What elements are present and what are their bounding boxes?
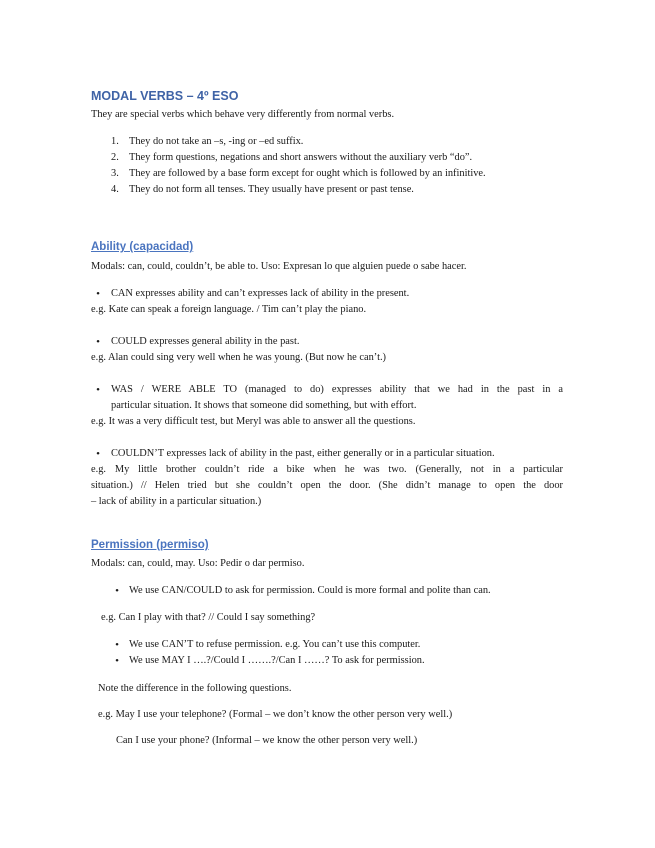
intro-text: They are special verbs which behave very differently from normal verbs.: [91, 109, 395, 120]
example-text: e.g. Alan could sing very well when he was young. (But now he can’t.): [91, 352, 387, 363]
bullet-icon: •: [115, 585, 119, 597]
rule-number: 3.: [111, 168, 119, 179]
page-title: MODAL VERBS – 4º ESO: [91, 89, 239, 103]
rule-number: 2.: [111, 152, 119, 163]
bullet-icon: •: [96, 288, 100, 300]
example-text: e.g. Kate can speak a foreign language. / Tim can’t play the piano.: [91, 304, 367, 315]
example-text: e.g. It was a very difficult test, but Meryl was able to answer all the questions.: [91, 416, 416, 427]
rule-text: They form questions, negations and short answers without the auxiliary verb “do”.: [129, 152, 473, 163]
example-text: Can I use your phone? (Informal – we know the other person very well.): [116, 735, 418, 746]
example-text: e.g. May I use your telephone? (Formal – we don’t know the other person very well.): [98, 709, 453, 720]
rule-number: 1.: [111, 136, 119, 147]
example-text: e.g. Can I play with that? // Could I say something?: [101, 612, 316, 623]
note-text: Note the difference in the following questions.: [98, 683, 292, 694]
bullet-icon: •: [96, 336, 100, 348]
ability-couldnt: COULDN’T expresses lack of ability in the past, either generally or in a particular situation.: [111, 448, 495, 459]
rule-number: 4.: [111, 184, 119, 195]
ability-was-able: WAS / WERE ABLE TO (managed to do) expresses ability that we had in the past in a: [111, 384, 563, 395]
permission-heading: Permission (permiso): [91, 539, 209, 551]
ability-can: CAN expresses ability and can’t expresses lack of ability in the present.: [111, 288, 410, 299]
example-text: situation.) // Helen tried but she couldn’t open the door. (She didn’t manage to open the door: [91, 480, 563, 491]
bullet-icon: •: [96, 448, 100, 460]
bullet-icon: •: [115, 655, 119, 667]
bullet-icon: •: [96, 384, 100, 396]
permission-may: We use MAY I ….?/Could I …….?/Can I ……? To ask for permission.: [129, 655, 425, 666]
rule-text: They do not take an –s, -ing or –ed suffix.: [129, 136, 304, 147]
ability-was-able-cont: particular situation. It shows that someone did something, but with effort.: [111, 400, 417, 411]
permission-can-could: We use CAN/COULD to ask for permission. Could is more formal and polite than can.: [129, 585, 491, 596]
ability-heading: Ability (capacidad): [91, 241, 194, 253]
rule-text: They are followed by a base form except for ought which is followed by an infinitive.: [129, 168, 486, 179]
ability-modals: Modals: can, could, couldn’t, be able to. Uso: Expresan lo que alguien puede o sabe hacer.: [91, 261, 467, 272]
example-text: e.g. My little brother couldn’t ride a bike when he was two. (Generally, not in a particular: [91, 464, 563, 475]
permission-cant: We use CAN’T to refuse permission. e.g. You can’t use this computer.: [129, 639, 421, 650]
permission-modals: Modals: can, could, may. Uso: Pedir o dar permiso.: [91, 558, 305, 569]
ability-could: COULD expresses general ability in the past.: [111, 336, 300, 347]
example-text: – lack of ability in a particular situation.): [91, 496, 262, 507]
bullet-icon: •: [115, 639, 119, 651]
rule-text: They do not form all tenses. They usually have present or past tense.: [129, 184, 414, 195]
